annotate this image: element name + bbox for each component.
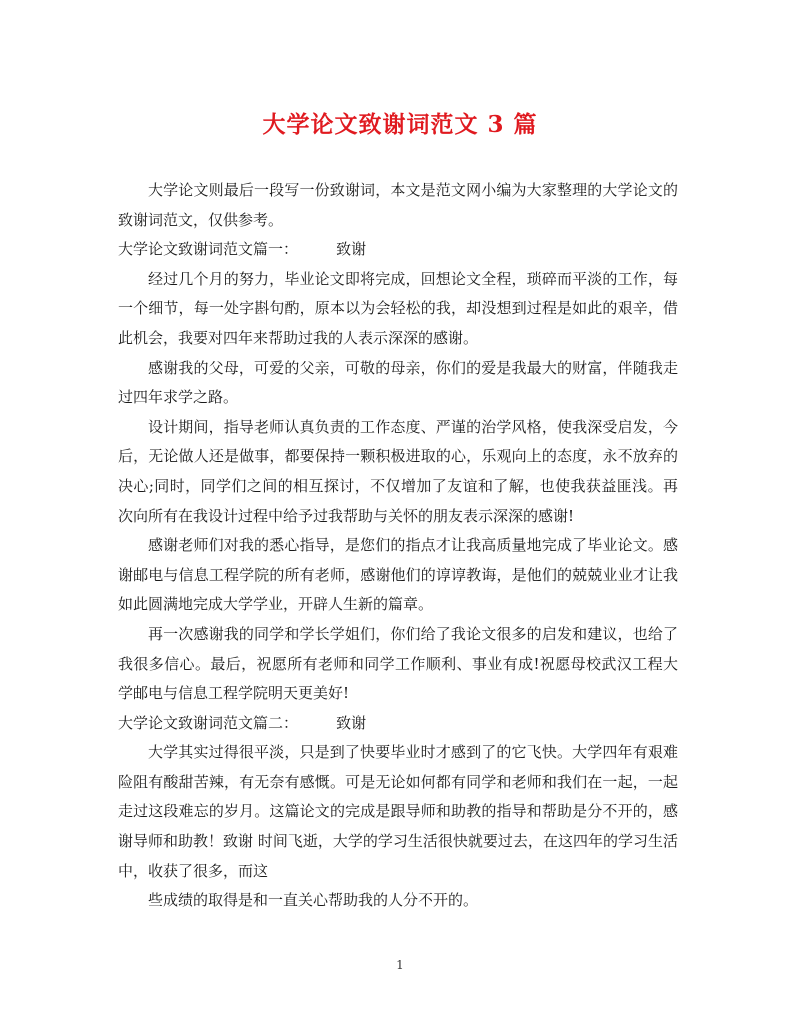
- paragraph: 再一次感谢我的同学和学长学姐们，你们给了我论文很多的启发和建议，也给了我很多信心。最后，祝愿所有老师和同学工作顺利、事业有成!祝愿母校武汉工程大学邮电与信息工程学院明天更美好!: [118, 624, 678, 703]
- paragraph: 大学其实过得很平淡，只是到了快要毕业时才感到了的它飞快。大学四年有艰难险阻有酸甜苦辣，有无奈有感慨。可是无论如何都有同学和老师和我们在一起，一起走过这段难忘的岁月。这篇论文的完成是跟导师和助教的指导和帮助是分不开的，感谢导师和助教！致谢 时间飞逝，大学的学习生活很快就要过去，在这四年的学习生活中，收获了很多，而这: [118, 743, 678, 880]
- paragraph: 感谢老师们对我的悉心指导，是您们的指点才让我高质量地完成了毕业论文。感谢邮电与信息工程学院的所有老师，感谢他们的谆谆教诲，是他们的兢兢业业才让我如此圆满地完成大学学业，开辟人生新的篇章。: [118, 536, 678, 614]
- section-heading-1: 大学论文致谢词范文篇一： 致谢: [118, 240, 367, 259]
- page-number: 1: [396, 958, 404, 972]
- section-heading-2: 大学论文致谢词范文篇二： 致谢: [118, 713, 367, 732]
- paragraph: 感谢我的父母，可爱的父亲，可敬的母亲，你们的爱是我最大的财富，伴随我走过四年求学之路。: [118, 358, 678, 407]
- document-title: 大学论文致谢词范文 3 篇: [262, 111, 538, 138]
- paragraph: 设计期间，指导老师认真负责的工作态度、严谨的治学风格，使我深受启发，今后，无论做人还是做事，都要保持一颗积极进取的心，乐观向上的态度，永不放弃的决心;同时，同学们之间的相互探讨，不仅增加了友谊和了解，也使我获益匪浅。再次向所有在我设计过程中给予过我帮助与关怀的朋友表示深深的感谢!: [118, 417, 678, 525]
- intro-paragraph: 大学论文则最后一段写一份致谢词，本文是范文网小编为大家整理的大学论文的致谢词范文，仅供参考。: [118, 181, 678, 229]
- paragraph: 经过几个月的努力，毕业论文即将完成，回想论文全程，琐碎而平淡的工作，每一个细节，每一处字斟句酌，原本以为会轻松的我，却没想到过程是如此的艰辛，借此机会，我要对四年来帮助过我的人表示深深的感谢。: [118, 269, 678, 347]
- paragraph: 些成绩的取得是和一直关心帮助我的人分不开的。: [148, 891, 479, 910]
- document-body: [118, 176, 678, 916]
